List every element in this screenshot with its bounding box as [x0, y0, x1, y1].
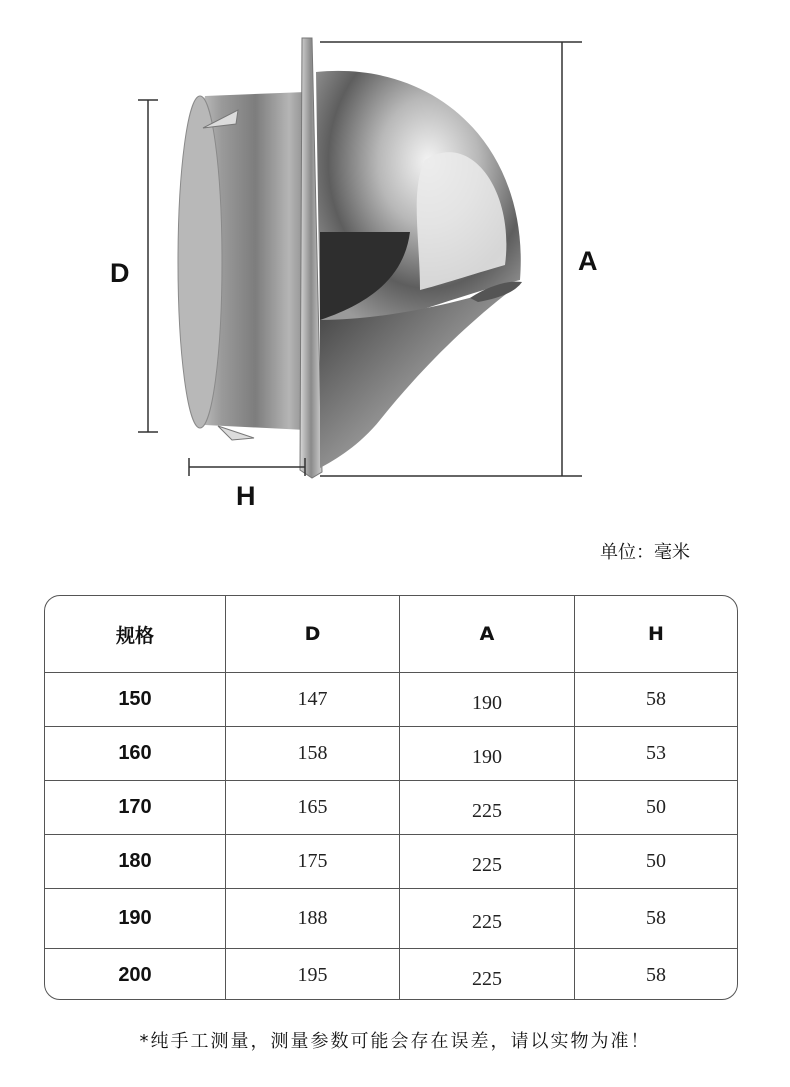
cell-a — [400, 673, 575, 726]
cell-h: 50 — [646, 850, 666, 872]
cell-d: 147 — [226, 673, 400, 726]
cell-d: 195 — [226, 949, 400, 1000]
header-h: H — [648, 623, 664, 645]
cell-a — [400, 727, 575, 780]
cell-h: 58 — [646, 907, 666, 929]
cell-spec: 180 — [45, 835, 226, 888]
cell-spec: 160 — [45, 727, 226, 780]
table-row — [45, 889, 737, 949]
cell-h: 58 — [646, 963, 666, 986]
table-row — [45, 949, 737, 1000]
cell-a-value: 225 — [472, 911, 502, 933]
cell-d: 188 — [226, 889, 400, 948]
dimension-label-d: D — [110, 258, 130, 288]
dimension-label-a: A — [578, 246, 598, 276]
cell-spec: 170 — [45, 781, 226, 834]
cell-spec: 200 — [45, 949, 226, 1000]
clip-bottom — [218, 426, 254, 440]
cell-h: 58 — [646, 688, 666, 710]
cell-a — [400, 889, 575, 948]
measurement-disclaimer: *纯手工测量，测量参数可能会存在误差，请以实物为准！ — [139, 1031, 651, 1052]
pipe-rim — [178, 96, 222, 428]
unit-label: 单位：毫米 — [600, 542, 690, 563]
header-d: D — [226, 596, 400, 672]
cell-h: 53 — [646, 742, 666, 764]
table-header-row — [45, 596, 737, 673]
spec-table — [44, 595, 738, 1000]
cell-a-value: 190 — [472, 746, 502, 768]
cell-h: 50 — [646, 796, 666, 818]
table-row — [45, 835, 737, 889]
cell-spec: 150 — [45, 673, 226, 726]
cell-a-value: 225 — [472, 854, 502, 876]
table-row — [45, 781, 737, 835]
dimension-label-h: H — [236, 481, 256, 511]
cell-d: 165 — [226, 781, 400, 834]
table-row — [45, 673, 737, 727]
table-row — [45, 727, 737, 781]
cell-d: 158 — [226, 727, 400, 780]
cell-a — [400, 781, 575, 834]
cell-spec: 190 — [45, 889, 226, 948]
cell-a — [400, 835, 575, 888]
header-spec: 规格 — [45, 596, 226, 672]
cell-a — [400, 949, 575, 1000]
cell-a-value: 225 — [472, 800, 502, 822]
cell-d: 175 — [226, 835, 400, 888]
product-diagram — [0, 0, 790, 520]
cell-a-value: 225 — [472, 967, 502, 990]
header-a: A — [400, 596, 575, 672]
cell-a-value: 190 — [472, 692, 502, 714]
